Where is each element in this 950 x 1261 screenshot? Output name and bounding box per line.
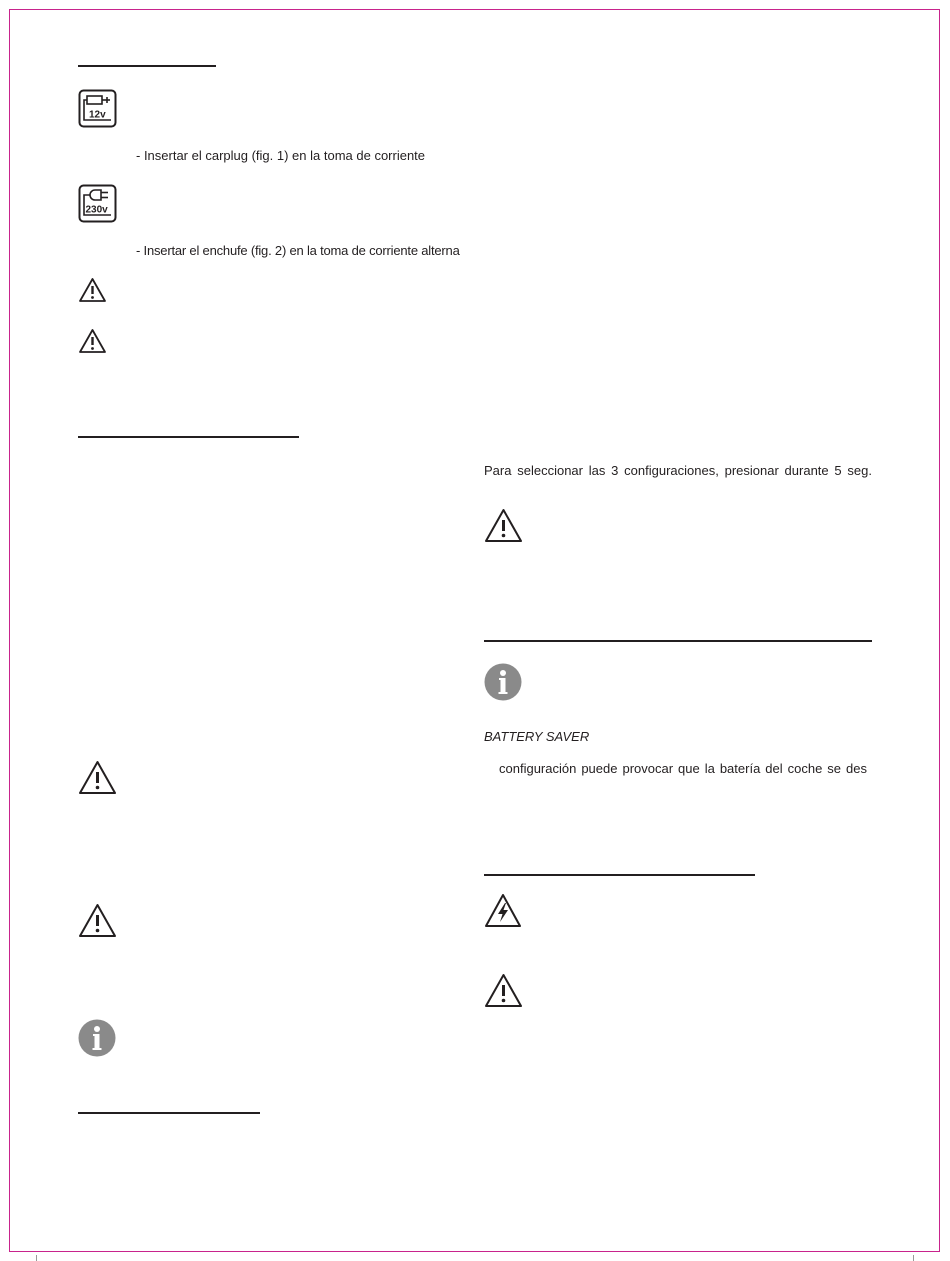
warning-triangle-icon — [78, 760, 117, 795]
page-border — [9, 9, 940, 1252]
crop-mark — [36, 1255, 37, 1261]
crop-mark — [913, 1255, 914, 1261]
warning-triangle-icon — [484, 508, 523, 543]
info-icon — [484, 663, 522, 701]
instruction-12v: - Insertar el carplug (fig. 1) en la toma de corriente — [136, 148, 426, 163]
instruction-230v: - Insertar el enchufe (fig. 2) en la toma de corriente alterna — [136, 243, 460, 258]
section-rule — [484, 874, 755, 876]
battery-saver-label: BATTERY SAVER — [484, 729, 590, 744]
section-rule — [78, 436, 299, 438]
car-plug-12v-icon — [78, 89, 117, 128]
warning-triangle-icon — [78, 328, 107, 354]
settings-instruction: Para seleccionar las 3 configuraciones, presionar durante 5 seg. — [484, 463, 872, 478]
warning-triangle-icon — [78, 903, 117, 938]
section-rule — [78, 1112, 260, 1114]
section-rule — [484, 640, 872, 642]
warning-triangle-icon — [484, 973, 523, 1008]
warning-triangle-icon — [78, 277, 107, 303]
info-icon — [78, 1019, 116, 1057]
icon-label-12v: 12v — [89, 109, 106, 121]
electric-hazard-icon — [484, 893, 522, 928]
mains-plug-230v-icon — [78, 184, 117, 223]
icon-label-230v: 230v — [85, 204, 108, 216]
section-rule — [78, 65, 216, 67]
battery-saver-text: configuración puede provocar que la batería del coche se des — [499, 761, 867, 776]
